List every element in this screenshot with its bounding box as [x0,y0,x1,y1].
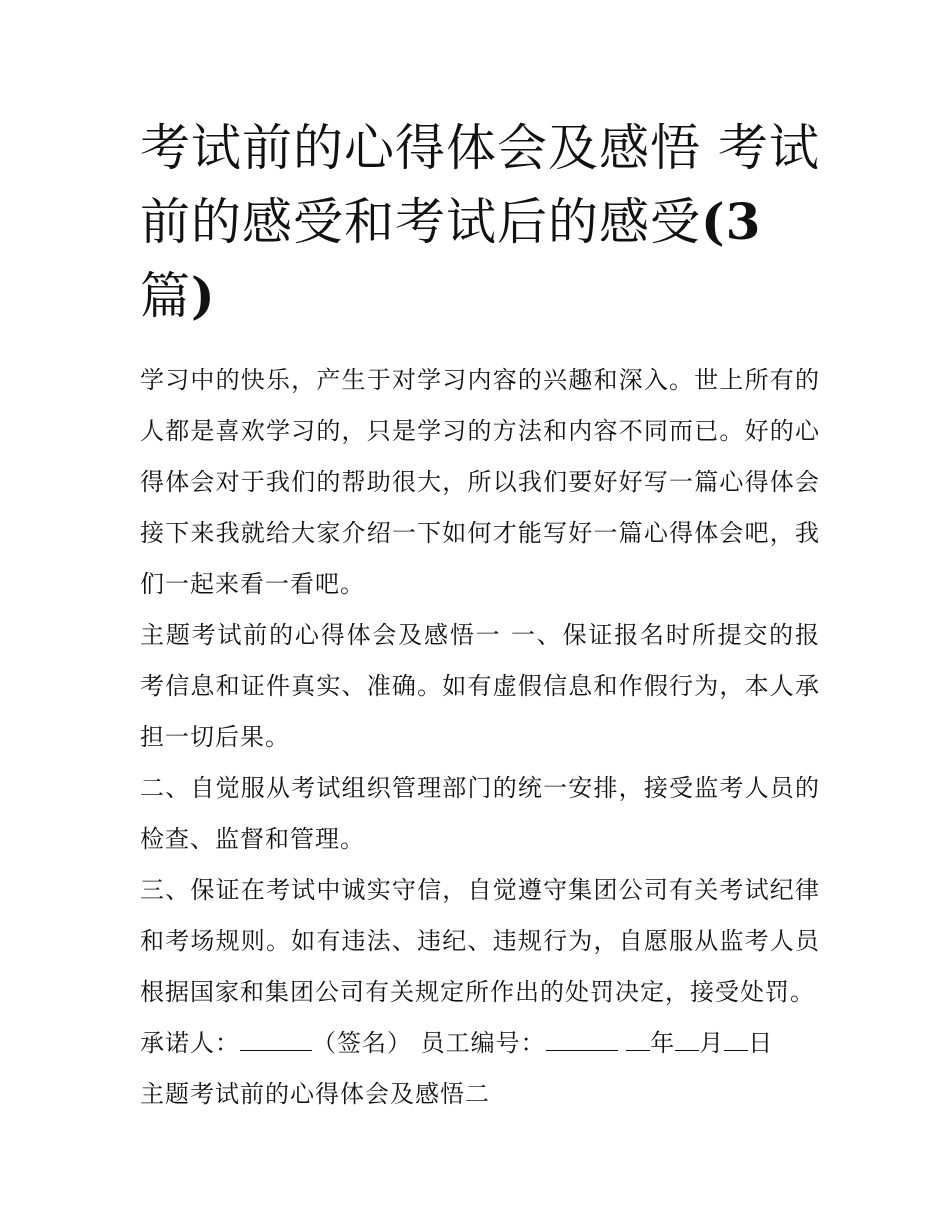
signature-line [140,1018,820,1069]
title-unit: 篇 [140,267,191,325]
rule-three-paragraph: 三、保证在考试中诚实守信，自觉遵守集团公司有关考试纪律和考场规则。如有违法、违纪、违规行为，自愿服从监考人员根据国家和集团公司有关规定所作出的处罚决定，接受处罚。 [140,876,820,1006]
promiser-label: 承诺人： [140,1029,240,1057]
day-label: 日 [748,1029,774,1057]
employee-no-label: 员工编号： [420,1029,546,1057]
month-blank [675,1028,699,1051]
title-count: 3 [725,192,762,251]
month-label: 月 [699,1029,725,1057]
year-label: 年 [650,1029,676,1057]
title-text: 考试前的心得体会及感悟 考试前的感受和考试后的感受 [140,119,820,251]
title-paren-open: ( [701,192,726,251]
year-blank [626,1028,650,1051]
sign-note: （签名） [312,1029,412,1057]
signature-blank [240,1028,312,1051]
employee-no-blank [546,1028,618,1051]
document-body [140,355,820,1120]
title-paren-close: ) [191,266,216,325]
intro-paragraph: 学习中的快乐，产生于对学习内容的兴趣和深入。世上所有的人都是喜欢学习的，只是学习的方法和内容不同而已。好的心得体会对于我们的帮助很大，所以我们要好好写一篇心得体会接下来我就给大家介绍一下如何才能写好一篇心得体会吧，我们一起来看一看吧。 [140,366,820,598]
day-blank [724,1028,748,1051]
section-one-paragraph: 主题考试前的心得体会及感悟一 一、保证报名时所提交的报考信息和证件真实、准确。如有虚假信息和作假行为，本人承担一切后果。 [140,621,820,751]
section-two-heading: 主题考试前的心得体会及感悟二 [140,1080,490,1108]
rule-two-paragraph: 二、自觉服从考试组织管理部门的统一安排，接受监考人员的检查、监督和管理。 [140,774,820,853]
page-title [140,112,820,333]
